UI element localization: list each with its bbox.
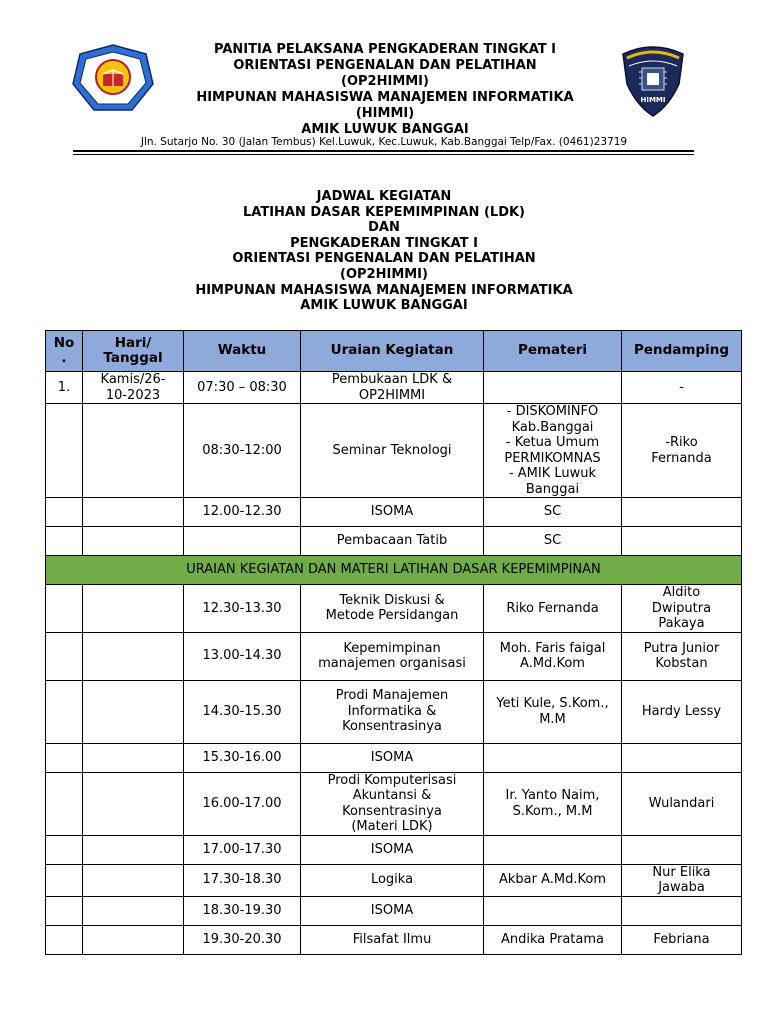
table-row <box>46 372 742 404</box>
cell-day <box>83 498 184 527</box>
cell-day <box>83 743 184 772</box>
cell-activity: Pembukaan LDK & OP2HIMMI <box>301 372 484 404</box>
title-line: HIMPUNAN MAHASISWA MANAJEMEN INFORMATIKA <box>195 282 573 298</box>
cell-speaker: Akbar A.Md.Kom <box>484 864 622 896</box>
cell-companion: Nur Elika Jawaba <box>622 864 742 896</box>
letterhead-address: Jln. Sutarjo No. 30 (Jalan Tembus) Kel.Luwuk, Kec.Luwuk, Kab.Banggai Telp/Fax. (0461)23719 <box>140 136 628 148</box>
cell-time: 08:30-12:00 <box>184 404 301 498</box>
cell-companion <box>622 835 742 864</box>
cell-activity: ISOMA <box>301 896 484 925</box>
cell-companion <box>622 498 742 527</box>
cell-day <box>83 925 184 954</box>
cell-time <box>184 527 301 556</box>
cell-time: 16.00-17.00 <box>184 772 301 835</box>
cell-no <box>46 527 83 556</box>
cell-no <box>46 772 83 835</box>
table-row <box>46 680 742 743</box>
cell-no <box>46 864 83 896</box>
cell-activity: Logika <box>301 864 484 896</box>
cell-day <box>83 896 184 925</box>
document-title <box>140 189 628 314</box>
letterhead-line: (OP2HIMMI) <box>341 74 429 89</box>
cell-no <box>46 585 83 633</box>
section-row <box>46 556 742 585</box>
cell-no: 1. <box>46 372 83 404</box>
amik-luwuk-banggai-logo-icon <box>72 44 154 114</box>
cell-activity: ISOMA <box>301 498 484 527</box>
cell-no <box>46 632 83 680</box>
letterhead-line: PANITIA PELAKSANA PENGKADERAN TINGKAT I <box>214 42 556 57</box>
cell-companion: Wulandari <box>622 772 742 835</box>
cell-speaker: Ir. Yanto Naim, S.Kom., M.M <box>484 772 622 835</box>
table-row <box>46 743 742 772</box>
column-header-speaker: Pemateri <box>484 331 622 372</box>
cell-day <box>83 864 184 896</box>
cell-activity: ISOMA <box>301 835 484 864</box>
cell-no <box>46 404 83 498</box>
column-header-companion: Pendamping <box>622 331 742 372</box>
cell-speaker: SC <box>484 527 622 556</box>
title-line: LATIHAN DASAR KEPEMIMPINAN (LDK) <box>242 204 525 220</box>
cell-speaker: Riko Fernanda <box>484 585 622 633</box>
cell-day <box>83 772 184 835</box>
cell-day <box>83 632 184 680</box>
table-row <box>46 925 742 954</box>
cell-speaker <box>484 896 622 925</box>
cell-no <box>46 896 83 925</box>
himmi-logo-icon <box>617 44 689 118</box>
cell-no <box>46 743 83 772</box>
table-row <box>46 498 742 527</box>
table-row <box>46 896 742 925</box>
table-row <box>46 864 742 896</box>
column-header-activity: Uraian Kegiatan <box>301 331 484 372</box>
cell-speaker <box>484 743 622 772</box>
title-line: AMIK LUWUK BANGGAI <box>300 298 468 314</box>
table-row <box>46 585 742 633</box>
cell-activity: ISOMA <box>301 743 484 772</box>
cell-activity: Teknik Diskusi & Metode Persidangan <box>301 585 484 633</box>
title-line: ORIENTASI PENGENALAN DAN PELATIHAN <box>232 251 536 267</box>
table-header-row <box>46 331 742 372</box>
cell-companion: Aldito Dwiputra Pakaya <box>622 585 742 633</box>
cell-time: 19.30-20.30 <box>184 925 301 954</box>
cell-time: 12.00-12.30 <box>184 498 301 527</box>
letterhead-line: (HIMMI) <box>355 106 415 121</box>
cell-day <box>83 835 184 864</box>
cell-speaker: Andika Pratama <box>484 925 622 954</box>
letterhead <box>160 42 610 138</box>
letterhead-line: ORIENTASI PENGENALAN DAN PELATIHAN <box>233 58 537 73</box>
cell-day <box>83 585 184 633</box>
cell-activity: Prodi Komputerisasi Akuntansi & Konsentrasinya (Materi LDK) <box>301 772 484 835</box>
column-header-no: No . <box>46 331 83 372</box>
title-line: DAN <box>368 220 400 236</box>
cell-companion <box>622 896 742 925</box>
cell-speaker: SC <box>484 498 622 527</box>
svg-text:HIMMI: HIMMI <box>640 96 666 104</box>
letterhead-line: HIMPUNAN MAHASISWA MANAJEMEN INFORMATIKA <box>196 90 574 105</box>
cell-time: 17.30-18.30 <box>184 864 301 896</box>
letterhead-line: AMIK LUWUK BANGGAI <box>301 122 469 137</box>
cell-day <box>83 680 184 743</box>
cell-speaker <box>484 372 622 404</box>
schedule-table <box>45 330 742 955</box>
cell-activity: Seminar Teknologi <box>301 404 484 498</box>
table-row <box>46 404 742 498</box>
cell-no <box>46 680 83 743</box>
cell-day: Kamis/26- 10-2023 <box>83 372 184 404</box>
cell-activity: Kepemimpinan manajemen organisasi <box>301 632 484 680</box>
table-row <box>46 835 742 864</box>
cell-companion: Febriana <box>622 925 742 954</box>
cell-time: 07:30 – 08:30 <box>184 372 301 404</box>
cell-no <box>46 498 83 527</box>
cell-companion: Hardy Lessy <box>622 680 742 743</box>
cell-no <box>46 835 83 864</box>
cell-time: 14.30-15.30 <box>184 680 301 743</box>
column-header-time: Waktu <box>184 331 301 372</box>
cell-speaker: Yeti Kule, S.Kom., M.M <box>484 680 622 743</box>
cell-time: 17.00-17.30 <box>184 835 301 864</box>
table-row <box>46 772 742 835</box>
cell-time: 18.30-19.30 <box>184 896 301 925</box>
letterhead-divider-thin <box>73 154 694 155</box>
cell-speaker <box>484 835 622 864</box>
cell-companion: - <box>622 372 742 404</box>
title-line: JADWAL KEGIATAN <box>316 189 452 204</box>
cell-time: 12.30-13.30 <box>184 585 301 633</box>
title-line: (OP2HIMMI) <box>340 266 428 282</box>
cell-time: 15.30-16.00 <box>184 743 301 772</box>
table-row <box>46 632 742 680</box>
title-line: PENGKADERAN TINGKAT I <box>290 235 478 251</box>
letterhead-divider <box>73 150 694 152</box>
cell-activity: Prodi Manajemen Informatika & Konsentrasinya <box>301 680 484 743</box>
cell-time: 13.00-14.30 <box>184 632 301 680</box>
cell-companion: -Riko Fernanda <box>622 404 742 498</box>
cell-companion <box>622 743 742 772</box>
cell-no <box>46 925 83 954</box>
cell-activity: Filsafat Ilmu <box>301 925 484 954</box>
cell-day <box>83 527 184 556</box>
cell-day <box>83 404 184 498</box>
column-header-day: Hari/ Tanggal <box>83 331 184 372</box>
cell-speaker: - DISKOMINFO Kab.Banggai - Ketua Umum PERMIKOMNAS - AMIK Luwuk Banggai <box>484 404 622 498</box>
cell-speaker: Moh. Faris faigal A.Md.Kom <box>484 632 622 680</box>
cell-activity: Pembacaan Tatib <box>301 527 484 556</box>
cell-companion <box>622 527 742 556</box>
cell-companion: Putra Junior Kobstan <box>622 632 742 680</box>
section-label: URAIAN KEGIATAN DAN MATERI LATIHAN DASAR KEPEMIMPINAN <box>46 556 742 585</box>
table-row <box>46 527 742 556</box>
